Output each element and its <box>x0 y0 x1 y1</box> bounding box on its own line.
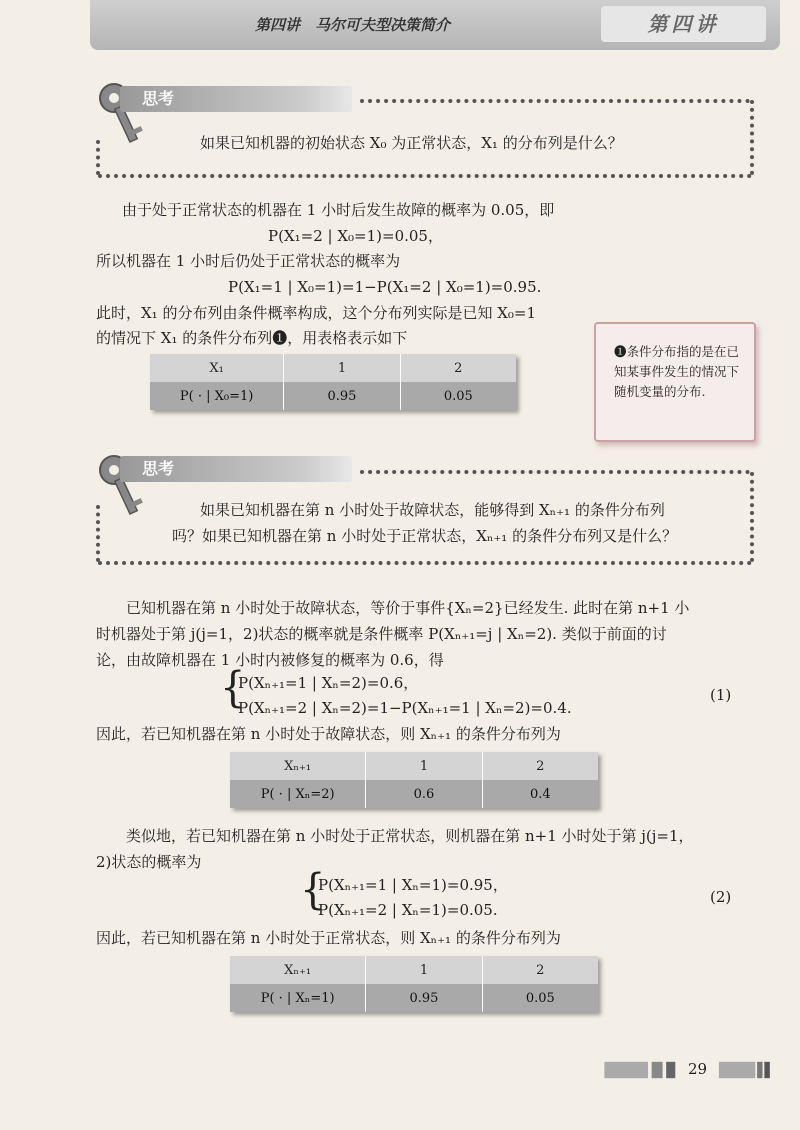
table-row <box>230 752 598 780</box>
paragraph-line: 因此，若已知机器在第 n 小时处于故障状态，则 Xₙ₊₁ 的条件分布列为 <box>96 725 561 743</box>
table-cell: X₁ <box>150 354 284 382</box>
paragraph-line: 因此，若已知机器在第 n 小时处于正常状态，则 Xₙ₊₁ 的条件分布列为 <box>96 929 561 947</box>
table-cell: 2 <box>400 354 516 382</box>
equation: P(Xₙ₊₁=2 | Xₙ=2)=1−P(Xₙ₊₁=1 | Xₙ=2)=0.4. <box>238 699 572 717</box>
brace: { <box>300 865 326 915</box>
think-question: 如果已知机器在第 n 小时处于故障状态，能够得到 Xₙ₊₁ 的条件分布列 <box>200 501 665 519</box>
think-question: 吗？如果已知机器在第 n 小时处于正常状态，Xₙ₊₁ 的条件分布列又是什么？ <box>172 527 678 545</box>
think-label: 思考 <box>120 456 352 482</box>
think-box-border <box>98 174 752 178</box>
table-cell: 1 <box>366 956 482 984</box>
think-question: 如果已知机器的初始状态 X₀ 为正常状态，X₁ 的分布列是什么？ <box>200 134 623 152</box>
equation-number: (1) <box>710 686 732 704</box>
table-row <box>230 956 598 984</box>
paragraph-line: 时机器处于第 j(j=1，2)状态的概率就是条件概率 P(Xₙ₊₁=j | Xₙ=2). 类似于前面的讨 <box>96 625 667 643</box>
think-box-border <box>750 472 754 562</box>
paragraph-line: 所以机器在 1 小时后仍处于正常状态的概率为 <box>96 252 401 270</box>
equation: P(Xₙ₊₁=1 | Xₙ=2)=0.6， <box>238 674 419 692</box>
equation: P(X₁=2 | X₀=1)=0.05， <box>268 227 443 245</box>
table-cell: P( · | X₀=1) <box>150 382 284 410</box>
paragraph-line: 的情况下 X₁ 的条件分布列❶，用表格表示如下 <box>96 329 408 347</box>
table-cell: 2 <box>482 956 598 984</box>
table-cell: Xₙ₊₁ <box>230 752 366 780</box>
equation: P(Xₙ₊₁=1 | Xₙ=1)=0.95， <box>318 876 508 894</box>
table-row <box>150 354 516 382</box>
think-box-border <box>360 470 750 474</box>
chapter-mark: 第四讲 <box>601 6 766 42</box>
side-note <box>594 322 756 442</box>
table-cell: 0.6 <box>366 780 482 808</box>
table-cell: 0.05 <box>400 382 516 410</box>
table-cell: Xₙ₊₁ <box>230 956 366 984</box>
table-cell: 2 <box>482 752 598 780</box>
paragraph-line: 已知机器在第 n 小时处于故障状态，等价于事件{Xₙ=2}已经发生. 此时在第 n+1 小 <box>126 599 690 617</box>
paragraph-line: 论，由故障机器在 1 小时内被修复的概率为 0.6，得 <box>96 651 444 669</box>
equation: P(Xₙ₊₁=2 | Xₙ=1)=0.05. <box>318 901 498 919</box>
brace: { <box>220 663 246 713</box>
table-cell: P( · | Xₙ=1) <box>230 984 366 1012</box>
think-box-border <box>96 505 100 562</box>
distribution-table <box>230 752 598 808</box>
equation: P(X₁=1 | X₀=1)=1−P(X₁=2 | X₀=1)=0.95. <box>228 278 542 296</box>
think-label: 思考 <box>120 86 352 112</box>
table-cell: 0.95 <box>284 382 400 410</box>
page-header <box>90 0 780 50</box>
table-cell: 0.4 <box>482 780 598 808</box>
table-cell: P( · | Xₙ=2) <box>230 780 366 808</box>
side-note-text: ❶条件分布指的是在已知某事件发生的情况下随机变量的分布. <box>614 344 740 399</box>
paragraph-line: 由于处于正常状态的机器在 1 小时后发生故障的概率为 0.05，即 <box>122 201 555 219</box>
paragraph-line: 类似地，若已知机器在第 n 小时处于正常状态，则机器在第 n+1 小时处于第 j(j=1， <box>126 827 694 845</box>
think-box-border <box>96 140 100 175</box>
table-cell: 0.95 <box>366 984 482 1012</box>
think-box-border <box>360 99 750 103</box>
distribution-table <box>230 956 598 1012</box>
think-box-border <box>98 561 752 565</box>
table-row <box>150 382 516 410</box>
think-box-border <box>750 100 754 175</box>
table-cell: 1 <box>366 752 482 780</box>
table-cell: 0.05 <box>482 984 598 1012</box>
paragraph-line: 此时，X₁ 的分布列由条件概率构成，这个分布列实际是已知 X₀=1 <box>96 304 537 322</box>
table-cell: 1 <box>284 354 400 382</box>
table-row <box>230 780 598 808</box>
chapter-title: 第四讲 马尔可夫型决策简介 <box>255 16 451 34</box>
distribution-table <box>150 354 516 410</box>
table-row <box>230 984 598 1012</box>
equation-number: (2) <box>710 888 732 906</box>
page-number: 29 <box>688 1060 708 1078</box>
paragraph-line: 2)状态的概率为 <box>96 853 202 871</box>
